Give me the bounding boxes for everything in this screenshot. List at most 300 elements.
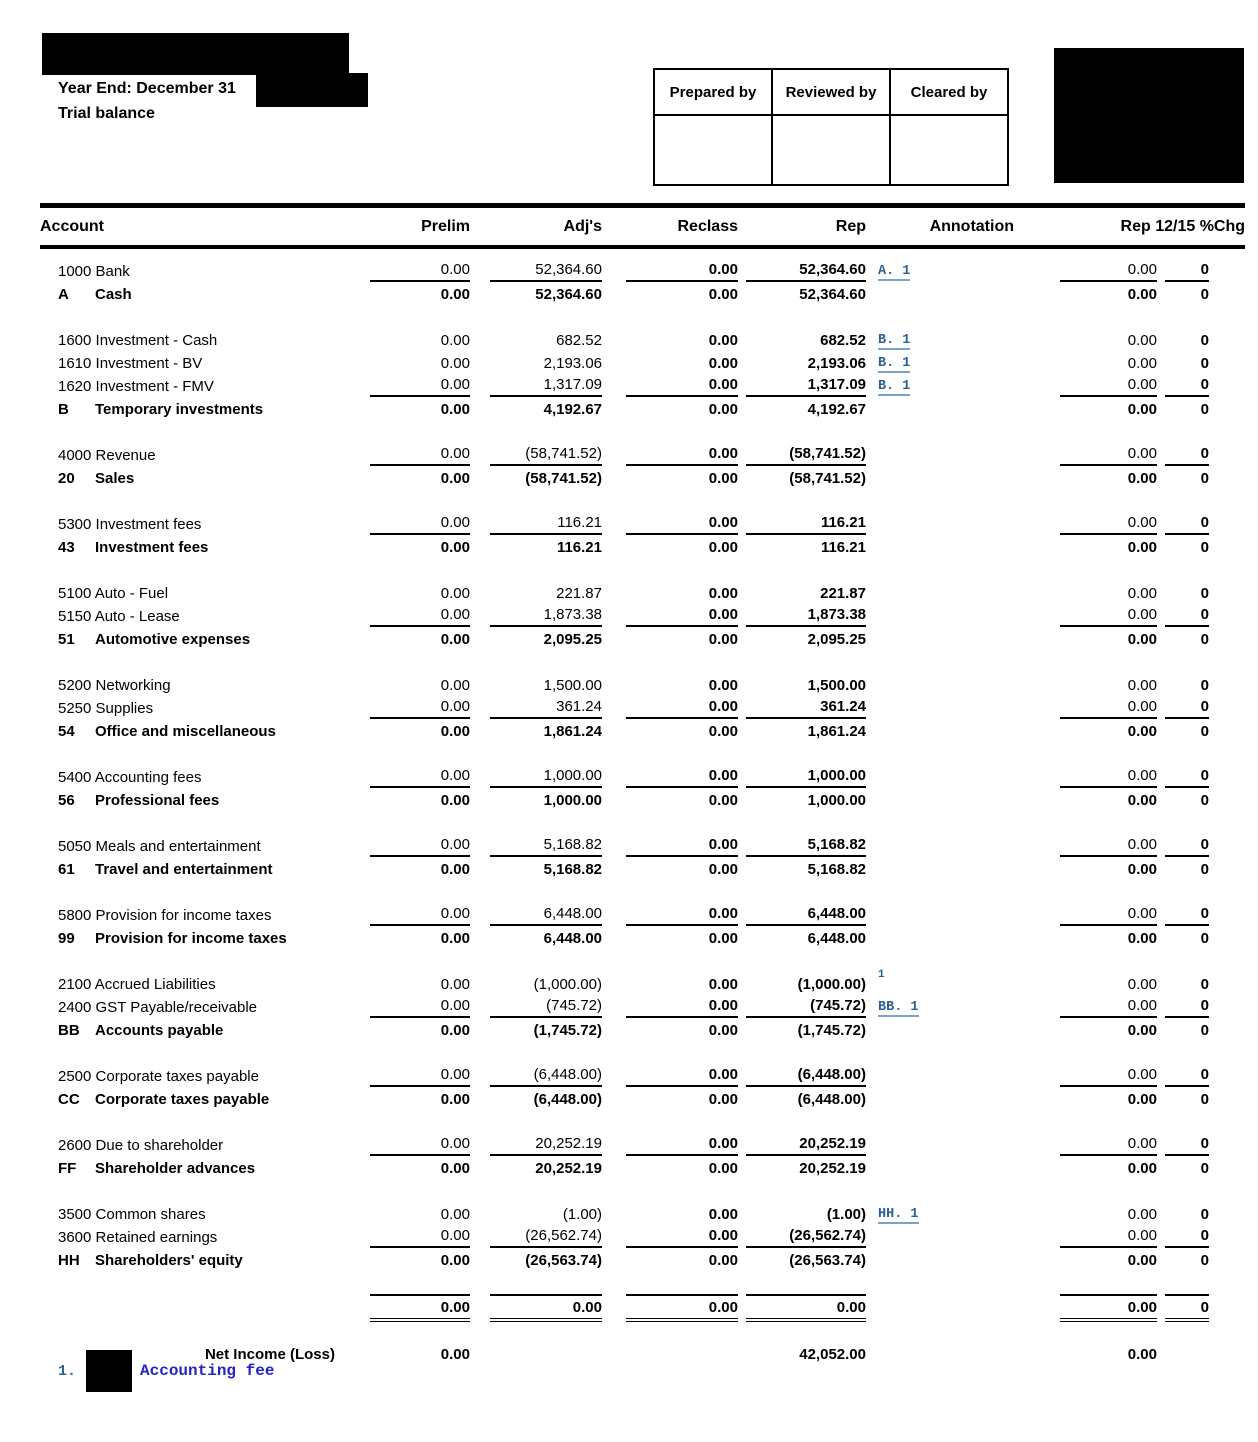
chg-cell bbox=[1157, 857, 1245, 880]
reclass-value: 0.00 bbox=[708, 792, 738, 809]
prelim-value: 0.00 bbox=[440, 286, 470, 303]
prelim-cell bbox=[355, 903, 470, 926]
chg-value: 0 bbox=[1165, 1135, 1209, 1156]
reclass-cell bbox=[602, 1156, 738, 1179]
chg-value: 0 bbox=[1165, 698, 1209, 719]
column-header-rep1215-chg: Rep 12/15 %Chg bbox=[1014, 206, 1245, 248]
adjs-value: 1,000.00 bbox=[543, 792, 602, 809]
chg-cell bbox=[1157, 1225, 1245, 1248]
annotation-cell bbox=[866, 328, 1014, 351]
redaction-footnote-ref bbox=[86, 1350, 132, 1392]
rep1215-cell bbox=[1014, 1294, 1157, 1322]
annotation-cell bbox=[866, 1248, 1014, 1271]
prelim-cell bbox=[355, 1133, 470, 1156]
rep-cell bbox=[738, 926, 866, 949]
annotation-cell bbox=[866, 1342, 1014, 1365]
prelim-cell bbox=[355, 397, 470, 420]
redaction-company-name bbox=[42, 33, 349, 75]
rep-cell bbox=[738, 282, 866, 305]
adjs-cell bbox=[470, 696, 602, 719]
chg-cell bbox=[1157, 673, 1245, 696]
prelim-value: 0.00 bbox=[440, 1022, 470, 1039]
prelim-cell bbox=[355, 673, 470, 696]
rep1215-value: 0.00 bbox=[1127, 539, 1157, 556]
prelim-value: 0.00 bbox=[440, 355, 470, 372]
reclass-value: 0.00 bbox=[626, 514, 738, 535]
chg-cell bbox=[1157, 1202, 1245, 1225]
reclass-cell bbox=[602, 1018, 738, 1041]
chg-cell bbox=[1157, 788, 1245, 811]
rep-cell bbox=[738, 627, 866, 650]
rep1215-value: 0.00 bbox=[1127, 1252, 1157, 1269]
account-group-code: FF bbox=[58, 1160, 77, 1177]
account-label bbox=[40, 1018, 355, 1041]
chg-value: 0 bbox=[1200, 1091, 1210, 1108]
spacer-row bbox=[40, 1110, 1245, 1133]
reclass-cell bbox=[602, 1133, 738, 1156]
rep-cell bbox=[738, 374, 866, 397]
rep1215-cell bbox=[1014, 259, 1157, 282]
rep1215-value: 0.00 bbox=[1127, 723, 1157, 740]
chg-cell bbox=[1157, 535, 1245, 558]
adjs-value: 116.21 bbox=[490, 514, 602, 535]
prelim-value: 0.00 bbox=[440, 1206, 470, 1223]
reclass-cell bbox=[602, 1294, 738, 1322]
annotation-cell bbox=[866, 1294, 1014, 1322]
rep1215-value: 0.00 bbox=[1127, 631, 1157, 648]
adjs-cell bbox=[470, 765, 602, 788]
chg-value: 0 bbox=[1165, 376, 1209, 397]
prelim-value: 0.00 bbox=[370, 1294, 470, 1322]
prelim-value: 0.00 bbox=[440, 631, 470, 648]
adjs-value: 361.24 bbox=[490, 698, 602, 719]
annotation-link[interactable]: HH. 1 bbox=[878, 1207, 919, 1222]
reclass-cell bbox=[602, 857, 738, 880]
adjs-cell bbox=[470, 673, 602, 696]
rep-cell bbox=[738, 443, 866, 466]
total-row bbox=[40, 926, 1245, 949]
reclass-cell bbox=[602, 374, 738, 397]
account-group-code: BB bbox=[58, 1022, 80, 1039]
rep-value: 6,448.00 bbox=[746, 905, 866, 926]
spacer-cell bbox=[40, 811, 1245, 834]
adjs-value: (58,741.52) bbox=[525, 470, 602, 487]
column-header-account: Account bbox=[40, 206, 355, 248]
net-income-label: Net Income (Loss) bbox=[204, 1346, 335, 1363]
chg-value: 0 bbox=[1200, 286, 1210, 303]
account-label: 5100 Auto - Fuel bbox=[58, 585, 169, 602]
chg-value: 0 bbox=[1165, 514, 1209, 535]
rep1215-value: 0.00 bbox=[1060, 514, 1157, 535]
rep1215-value: 0.00 bbox=[1060, 376, 1157, 397]
spacer-row bbox=[40, 949, 1245, 972]
rep-value: 1,317.09 bbox=[746, 376, 866, 397]
chg-cell bbox=[1157, 1248, 1245, 1271]
rep1215-cell bbox=[1014, 374, 1157, 397]
rep-cell bbox=[738, 466, 866, 489]
annotation-cell bbox=[866, 926, 1014, 949]
annotation-link[interactable]: B. 1 bbox=[878, 333, 911, 348]
rep-cell bbox=[738, 857, 866, 880]
column-header-adjs: Adj's bbox=[470, 206, 602, 248]
prelim-cell bbox=[355, 995, 470, 1018]
total-row bbox=[40, 1156, 1245, 1179]
chg-cell bbox=[1157, 926, 1245, 949]
annotation-cell bbox=[866, 443, 1014, 466]
spacer-cell bbox=[40, 949, 1245, 972]
reclass-value: 0.00 bbox=[708, 723, 738, 740]
account-label: 2600 Due to shareholder bbox=[58, 1137, 224, 1154]
adjs-value: 1,873.38 bbox=[490, 606, 602, 627]
chg-value: 0 bbox=[1200, 585, 1210, 602]
account-label: 2400 GST Payable/receivable bbox=[58, 999, 258, 1016]
rep1215-cell bbox=[1014, 466, 1157, 489]
rep1215-value: 0.00 bbox=[1060, 606, 1157, 627]
prelim-cell bbox=[355, 765, 470, 788]
spacer-cell bbox=[40, 420, 1245, 443]
chg-value: 0 bbox=[1165, 606, 1209, 627]
adjs-value: 2,095.25 bbox=[543, 631, 602, 648]
prelim-cell bbox=[355, 512, 470, 535]
prelim-cell bbox=[355, 1156, 470, 1179]
adjs-cell bbox=[470, 788, 602, 811]
rep1215-value: 0.00 bbox=[1060, 1294, 1157, 1322]
spacer-cell bbox=[40, 650, 1245, 673]
prelim-cell bbox=[355, 972, 470, 995]
chg-cell bbox=[1157, 466, 1245, 489]
chg-value: 0 bbox=[1165, 767, 1209, 788]
chg-value: 0 bbox=[1200, 401, 1210, 418]
chg-cell bbox=[1157, 1342, 1245, 1365]
rep-value: (6,448.00) bbox=[746, 1066, 866, 1087]
rep-value: 20,252.19 bbox=[746, 1135, 866, 1156]
prelim-cell bbox=[355, 1294, 470, 1322]
reclass-value: 0.00 bbox=[626, 376, 738, 397]
rep1215-cell bbox=[1014, 926, 1157, 949]
annotation-cell bbox=[866, 1018, 1014, 1041]
annotation-cell bbox=[866, 397, 1014, 420]
total-row bbox=[40, 719, 1245, 742]
detail-row bbox=[40, 903, 1245, 926]
prelim-value: 0.00 bbox=[370, 905, 470, 926]
adjs-value: 5,168.82 bbox=[543, 861, 602, 878]
annotation-link[interactable]: BB. 1 bbox=[878, 1000, 919, 1015]
account-group-name: Shareholders' equity bbox=[95, 1252, 243, 1269]
adjs-cell bbox=[470, 351, 602, 374]
annotation-cell bbox=[866, 374, 1014, 397]
total-row bbox=[40, 466, 1245, 489]
account-label: 5800 Provision for income taxes bbox=[58, 907, 272, 924]
detail-row bbox=[40, 696, 1245, 719]
prelim-value: 0.00 bbox=[440, 861, 470, 878]
spacer-cell bbox=[40, 1110, 1245, 1133]
chg-cell bbox=[1157, 834, 1245, 857]
rep-cell bbox=[738, 995, 866, 1018]
detail-row bbox=[40, 604, 1245, 627]
chg-cell bbox=[1157, 972, 1245, 995]
account-group-name: Sales bbox=[95, 470, 135, 487]
reclass-cell bbox=[602, 765, 738, 788]
signoff-cell-prepared[interactable] bbox=[654, 115, 772, 185]
prelim-cell bbox=[355, 535, 470, 558]
reclass-value: 0.00 bbox=[626, 1135, 738, 1156]
adjs-value: (26,562.74) bbox=[490, 1227, 602, 1248]
rep-cell bbox=[738, 719, 866, 742]
rep-value: (58,741.52) bbox=[789, 470, 866, 487]
account-label bbox=[40, 1156, 355, 1179]
rep1215-value: 0.00 bbox=[1060, 836, 1157, 857]
annotation-cell bbox=[866, 719, 1014, 742]
footnote-text: Accounting fee bbox=[140, 1362, 275, 1380]
adjs-value: (1,000.00) bbox=[533, 976, 602, 993]
reclass-value: 0.00 bbox=[708, 1091, 738, 1108]
adjs-cell bbox=[470, 259, 602, 282]
adjs-cell bbox=[470, 1018, 602, 1041]
chg-value: 0 bbox=[1200, 631, 1210, 648]
rep-value: 5,168.82 bbox=[807, 861, 866, 878]
prelim-value: 0.00 bbox=[440, 585, 470, 602]
adjs-value: 682.52 bbox=[556, 332, 602, 349]
annotation-cell bbox=[866, 1156, 1014, 1179]
account-group-code: 99 bbox=[58, 930, 75, 947]
rep-cell bbox=[738, 328, 866, 351]
account-label bbox=[40, 926, 355, 949]
account-group-code: 61 bbox=[58, 861, 75, 878]
prelim-cell bbox=[355, 351, 470, 374]
grand-total-row bbox=[40, 1294, 1245, 1322]
adjs-value: 1,500.00 bbox=[543, 677, 602, 694]
rep-value: 361.24 bbox=[746, 698, 866, 719]
reclass-cell bbox=[602, 719, 738, 742]
adjs-cell bbox=[470, 1202, 602, 1225]
rep1215-cell bbox=[1014, 627, 1157, 650]
detail-row bbox=[40, 1202, 1245, 1225]
account-label: 2100 Accrued Liabilities bbox=[58, 976, 216, 993]
rep-cell bbox=[738, 259, 866, 282]
spacer-cell bbox=[40, 742, 1245, 765]
adjs-value: 2,193.06 bbox=[543, 355, 602, 372]
adjs-cell bbox=[470, 1133, 602, 1156]
annotation-cell bbox=[866, 969, 1014, 995]
rep-value: (745.72) bbox=[746, 997, 866, 1018]
detail-row bbox=[40, 374, 1245, 397]
rep-cell bbox=[738, 788, 866, 811]
rep1215-cell bbox=[1014, 696, 1157, 719]
prelim-value: 0.00 bbox=[440, 677, 470, 694]
account-label bbox=[40, 535, 355, 558]
rep-cell bbox=[738, 673, 866, 696]
adjs-cell bbox=[470, 1248, 602, 1271]
rep1215-value: 0.00 bbox=[1060, 1066, 1157, 1087]
signoff-header-prepared: Prepared by bbox=[654, 69, 772, 115]
adjs-cell bbox=[470, 282, 602, 305]
detail-row bbox=[40, 765, 1245, 788]
signoff-cell-cleared[interactable] bbox=[890, 115, 1008, 185]
rep1215-value: 0.00 bbox=[1060, 767, 1157, 788]
reclass-value: 0.00 bbox=[708, 332, 738, 349]
rep1215-value: 0.00 bbox=[1127, 470, 1157, 487]
prelim-cell bbox=[355, 374, 470, 397]
rep-value: (1.00) bbox=[826, 1206, 866, 1223]
annotation-link[interactable]: B. 1 bbox=[878, 379, 911, 394]
chg-cell bbox=[1157, 719, 1245, 742]
detail-row bbox=[40, 328, 1245, 351]
prelim-value: 0.00 bbox=[440, 976, 470, 993]
annotation-cell bbox=[866, 351, 1014, 374]
account-label: 2500 Corporate taxes payable bbox=[58, 1068, 259, 1085]
rep1215-value: 0.00 bbox=[1060, 698, 1157, 719]
reclass-cell bbox=[602, 834, 738, 857]
rep-value: 6,448.00 bbox=[807, 930, 866, 947]
reclass-cell bbox=[602, 696, 738, 719]
reclass-value: 0.00 bbox=[708, 1022, 738, 1039]
prelim-cell bbox=[355, 1064, 470, 1087]
detail-row bbox=[40, 512, 1245, 535]
prelim-cell bbox=[355, 1225, 470, 1248]
prelim-value: 0.00 bbox=[370, 1227, 470, 1248]
reclass-cell bbox=[602, 535, 738, 558]
rep1215-value: 0.00 bbox=[1060, 1227, 1157, 1248]
chg-value: 0 bbox=[1200, 861, 1210, 878]
rep-value: 682.52 bbox=[820, 332, 866, 349]
account-group-code: CC bbox=[58, 1091, 80, 1108]
rep-value: 1,873.38 bbox=[746, 606, 866, 627]
account-group-code: 56 bbox=[58, 792, 75, 809]
chg-cell bbox=[1157, 581, 1245, 604]
reclass-value: 0.00 bbox=[708, 1252, 738, 1269]
prelim-value: 0.00 bbox=[370, 1135, 470, 1156]
chg-cell bbox=[1157, 1087, 1245, 1110]
chg-value bbox=[1165, 1363, 1209, 1365]
account-group-code: 20 bbox=[58, 470, 75, 487]
spacer-row bbox=[40, 489, 1245, 512]
prelim-value: 0.00 bbox=[370, 606, 470, 627]
account-label bbox=[40, 1087, 355, 1110]
adjs-value: (26,563.74) bbox=[525, 1252, 602, 1269]
prelim-cell bbox=[355, 719, 470, 742]
prelim-value: 0.00 bbox=[440, 332, 470, 349]
rep-value: 0.00 bbox=[746, 1294, 866, 1322]
account-group-name: Temporary investments bbox=[95, 401, 264, 418]
rep-value: 20,252.19 bbox=[799, 1160, 866, 1177]
chg-value: 0 bbox=[1165, 1294, 1209, 1322]
chg-value: 0 bbox=[1200, 1160, 1210, 1177]
rep1215-cell bbox=[1014, 581, 1157, 604]
chg-cell bbox=[1157, 696, 1245, 719]
chg-cell bbox=[1157, 397, 1245, 420]
account-label: 1610 Investment - BV bbox=[58, 355, 203, 372]
adjs-value: (6,448.00) bbox=[490, 1066, 602, 1087]
spacer-row bbox=[40, 305, 1245, 328]
prelim-cell bbox=[355, 1248, 470, 1271]
total-row bbox=[40, 857, 1245, 880]
rep1215-value: 0.00 bbox=[1127, 401, 1157, 418]
adjs-cell bbox=[470, 972, 602, 995]
annotation-cell bbox=[866, 259, 1014, 282]
rep1215-cell bbox=[1014, 719, 1157, 742]
rep1215-cell bbox=[1014, 765, 1157, 788]
chg-value: 0 bbox=[1165, 997, 1209, 1018]
adjs-value: 116.21 bbox=[556, 539, 602, 556]
account-group-name: Cash bbox=[95, 286, 132, 303]
chg-value: 0 bbox=[1200, 539, 1210, 556]
account-group-name: Provision for income taxes bbox=[95, 930, 287, 947]
reclass-cell bbox=[602, 328, 738, 351]
rep-value: 1,000.00 bbox=[807, 792, 866, 809]
spacer-row bbox=[40, 1041, 1245, 1064]
rep1215-value: 0.00 bbox=[1127, 1091, 1157, 1108]
chg-cell bbox=[1157, 1156, 1245, 1179]
total-row bbox=[40, 788, 1245, 811]
detail-row bbox=[40, 1225, 1245, 1248]
account-group-name: Travel and entertainment bbox=[95, 861, 273, 878]
adjs-cell bbox=[470, 1087, 602, 1110]
prelim-cell bbox=[355, 1018, 470, 1041]
account-label bbox=[40, 282, 355, 305]
reclass-cell bbox=[602, 443, 738, 466]
rep1215-cell bbox=[1014, 1087, 1157, 1110]
adjs-value: 20,252.19 bbox=[490, 1135, 602, 1156]
adjs-value: (1,745.72) bbox=[533, 1022, 602, 1039]
annotation-link[interactable]: B. 1 bbox=[878, 356, 911, 371]
reclass-value: 0.00 bbox=[626, 1066, 738, 1087]
annotation-cell bbox=[866, 535, 1014, 558]
prelim-cell bbox=[355, 696, 470, 719]
account-label: 1600 Investment - Cash bbox=[58, 332, 218, 349]
rep-value: 4,192.67 bbox=[807, 401, 866, 418]
annotation-cell bbox=[866, 834, 1014, 857]
reclass-value: 0.00 bbox=[708, 976, 738, 993]
rep1215-value: 0.00 bbox=[1127, 792, 1157, 809]
rep1215-cell bbox=[1014, 282, 1157, 305]
rep1215-value: 0.00 bbox=[1127, 585, 1157, 602]
adjs-value: 5,168.82 bbox=[490, 836, 602, 857]
reclass-cell bbox=[602, 1064, 738, 1087]
rep-value: 52,364.60 bbox=[799, 286, 866, 303]
prelim-value: 0.00 bbox=[370, 445, 470, 466]
rep1215-cell bbox=[1014, 535, 1157, 558]
account-label bbox=[40, 1248, 355, 1271]
reclass-value: 0.00 bbox=[626, 997, 738, 1018]
column-header-row bbox=[40, 206, 1245, 248]
account-group-code: 54 bbox=[58, 723, 75, 740]
prelim-cell bbox=[355, 627, 470, 650]
rep1215-cell bbox=[1014, 834, 1157, 857]
rep1215-value: 0.00 bbox=[1060, 997, 1157, 1018]
signoff-cell-reviewed[interactable] bbox=[772, 115, 890, 185]
account-label bbox=[40, 397, 355, 420]
rep1215-cell bbox=[1014, 1064, 1157, 1087]
spacer-row bbox=[40, 247, 1245, 259]
reclass-cell bbox=[602, 1225, 738, 1248]
rep1215-cell bbox=[1014, 1133, 1157, 1156]
account-group-code: HH bbox=[58, 1252, 80, 1269]
rep-value: 116.21 bbox=[820, 539, 866, 556]
account-label: 5250 Supplies bbox=[58, 700, 154, 717]
annotation-cell bbox=[866, 1064, 1014, 1087]
adjs-value: 0.00 bbox=[490, 1294, 602, 1322]
redaction-firm-logo bbox=[1054, 48, 1244, 183]
adjs-cell bbox=[470, 719, 602, 742]
rep-cell bbox=[738, 351, 866, 374]
reclass-cell bbox=[602, 903, 738, 926]
annotation-link[interactable]: A. 1 bbox=[878, 264, 911, 279]
prelim-cell bbox=[355, 834, 470, 857]
prelim-value: 0.00 bbox=[440, 723, 470, 740]
rep1215-value: 0.00 bbox=[1127, 1160, 1157, 1177]
total-row bbox=[40, 535, 1245, 558]
chg-value: 0 bbox=[1165, 1066, 1209, 1087]
